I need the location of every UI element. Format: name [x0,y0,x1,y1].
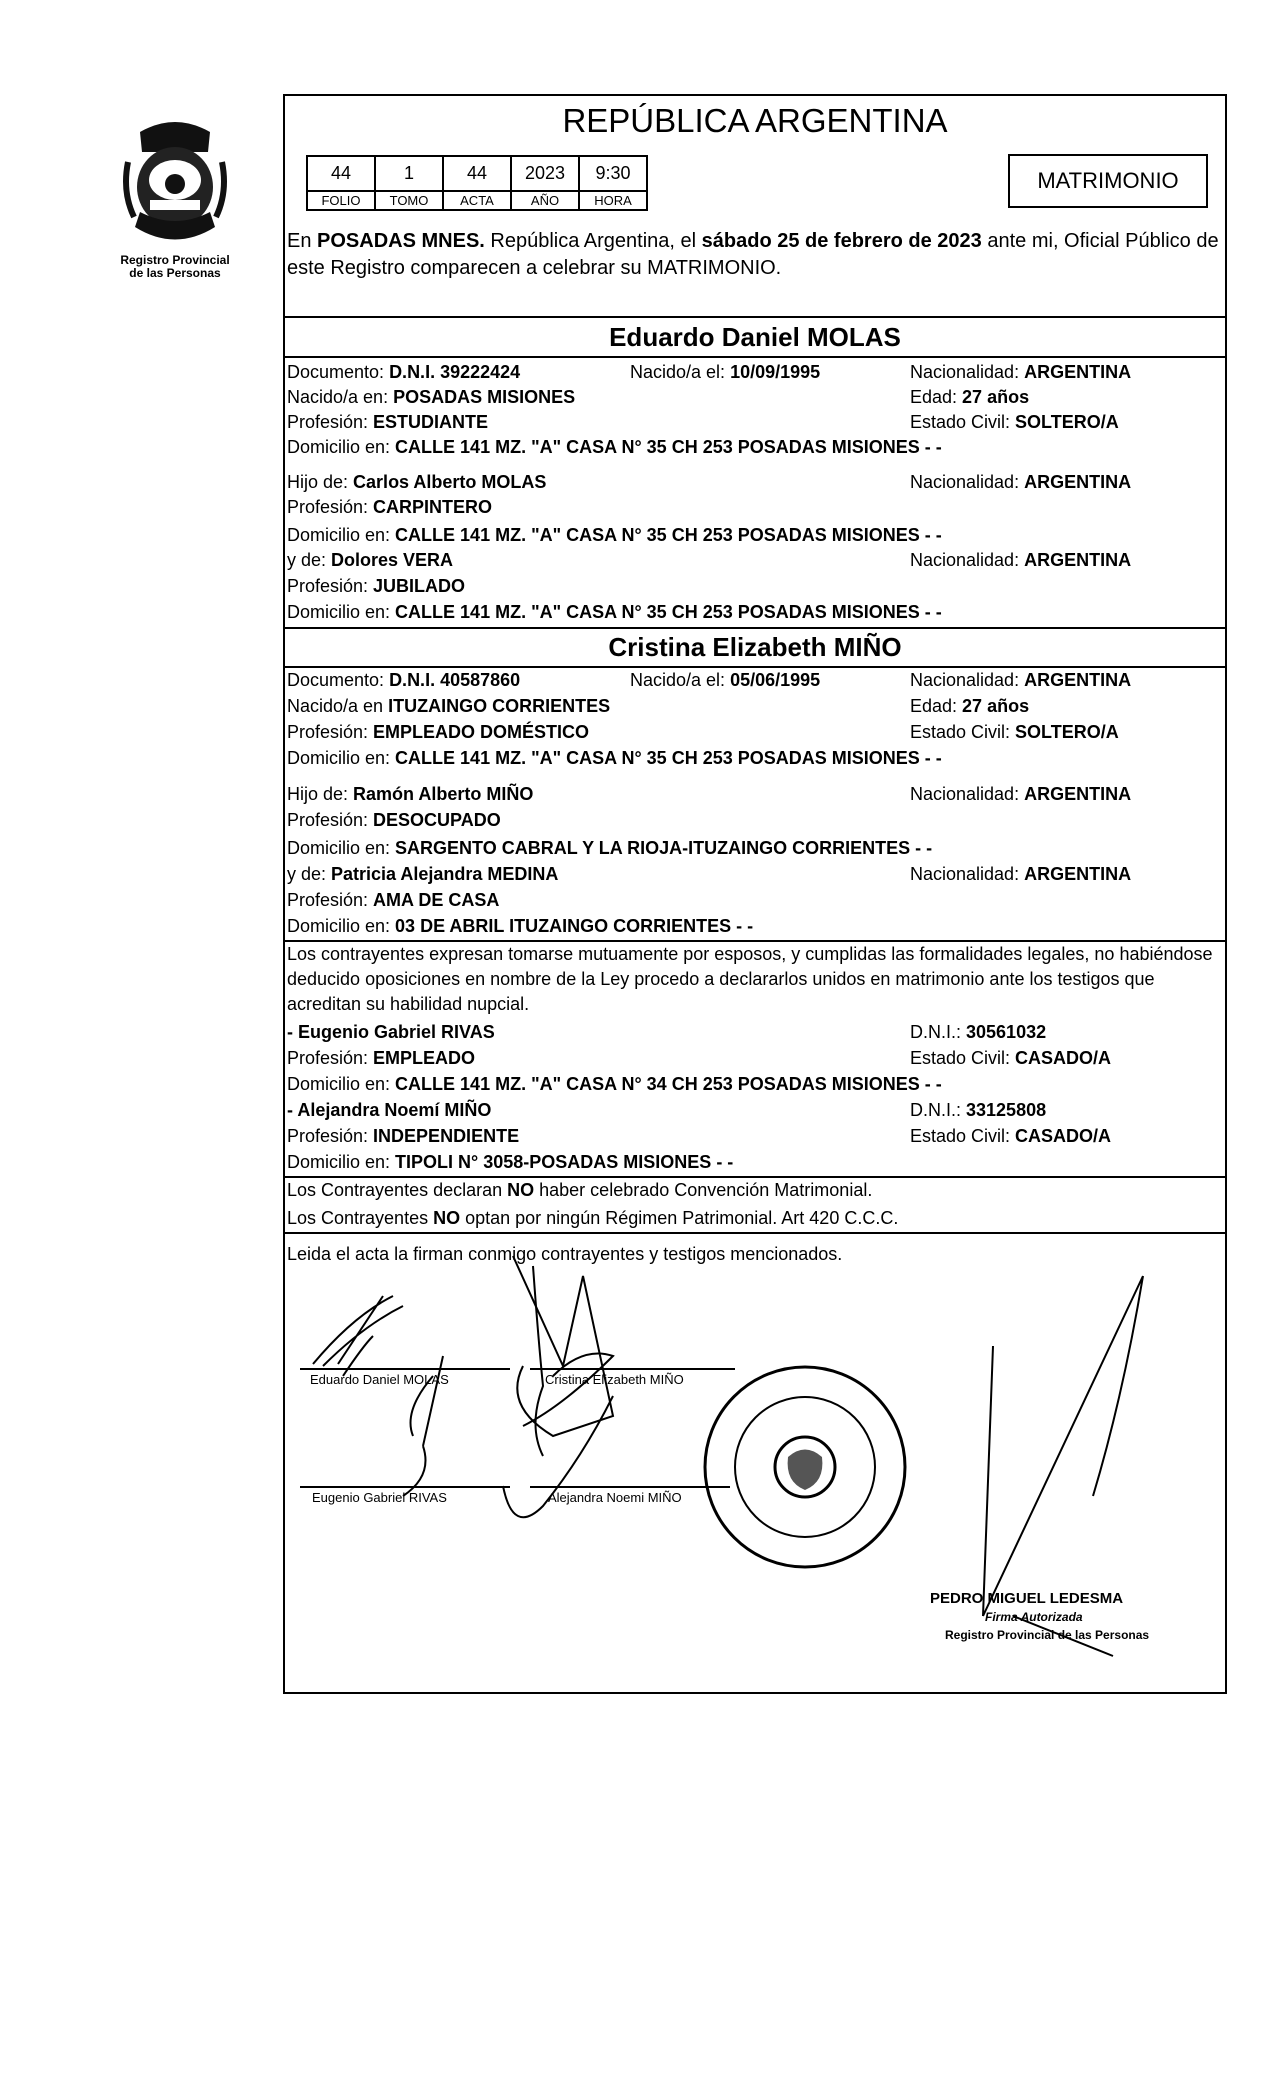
label: Profesión: [287,1048,374,1068]
witness2-profession: INDEPENDIENTE [373,1126,520,1146]
label: Nacido/a el: [630,362,731,382]
spouse1-dni: D.N.I. 39222424 [389,362,521,382]
folio-value: 44 [307,156,375,191]
spouse1-father-address: CALLE 141 MZ. "A" CASA N° 35 CH 253 POSADAS MISIONES - - [395,525,942,545]
intro-city: POSADAS MNES. [317,230,485,252]
label: y de: [287,864,332,884]
hora-value: 9:30 [579,156,647,191]
text: Los Contrayentes [287,1208,434,1228]
text: haber celebrado Convención Matrimonial. [534,1180,873,1200]
spouse1-father-name: Carlos Alberto MOLAS [353,472,547,492]
spouse2-profession: EMPLEADO DOMÉSTICO [373,722,590,742]
witness1-civil-status: CASADO/A [1015,1048,1112,1068]
text: NO [507,1180,535,1200]
spouse1-civil-row [910,410,1220,435]
spouse1-father-nationality: ARGENTINA [1024,472,1132,492]
spouse1-mother-nat-row [910,548,1220,573]
witness1-address: CALLE 141 MZ. "A" CASA N° 34 CH 253 POSADAS MISIONES - - [395,1074,942,1094]
witness1-addr-row [287,1072,1223,1097]
witness2-addr-row [287,1150,1223,1175]
spouse1-father-nat-row [910,470,1220,495]
label: Hijo de: [287,784,354,804]
divider [283,627,1227,629]
spouse1-mother-address: CALLE 141 MZ. "A" CASA N° 35 CH 253 POSADAS MISIONES - - [395,602,942,622]
label: Estado Civil: [910,1048,1016,1068]
anio-value: 2023 [511,156,579,191]
signature-label-spouse2: Cristina Elizabeth MIÑO [545,1372,684,1387]
intro-text-3: ante mi, Oficial Público de este Registro comparecen a celebrar su MATRIMONIO. [287,230,1219,279]
spouse1-age: 27 años [962,387,1030,407]
label: Estado Civil: [910,412,1016,432]
witness1-name: - Eugenio Gabriel RIVAS [287,1022,495,1042]
witness1-civil-row [910,1046,1220,1071]
spouse1-father-prof-row [287,495,1223,520]
spouse2-father-address: SARGENTO CABRAL Y LA RIOJA-ITUZAINGO CORRIENTES - - [395,838,933,858]
registry-table [306,155,648,211]
spouse2-addr-row [287,746,1223,771]
label: Estado Civil: [910,1126,1016,1146]
label: Nacionalidad: [910,784,1025,804]
label: Domicilio en: [287,748,396,768]
witness2-dni: 33125808 [966,1100,1047,1120]
signatures-intro: Leida el acta la firman conmigo contrayentes y testigos mencionados. [287,1244,843,1264]
spouse2-address: CALLE 141 MZ. "A" CASA N° 35 CH 253 POSADAS MISIONES - - [395,748,942,768]
spouse2-birthplace: ITUZAINGO CORRIENTES [388,696,611,716]
signature-label-spouse1: Eduardo Daniel MOLAS [310,1372,449,1387]
label: Nacido/a el: [630,670,731,690]
witness1-dni: 30561032 [966,1022,1047,1042]
label: Profesión: [287,890,374,910]
text: optan por ningún Régimen Patrimonial. Art 420 C.C.C. [460,1208,899,1228]
spouse2-mother-nat-row [910,862,1220,887]
official-office: Registro Provincial de las Personas [945,1628,1150,1642]
spouse1-father-addr-row [287,523,1223,548]
label: Nacionalidad: [910,472,1025,492]
label: Nacionalidad: [910,670,1025,690]
witness1-dni-row [910,1020,1220,1045]
label: Domicilio en: [287,916,396,936]
label: Estado Civil: [910,722,1016,742]
text: Los Contrayentes declaran [287,1180,508,1200]
label: Profesión: [287,722,374,742]
witness2-address: TIPOLI N° 3058-POSADAS MISIONES - - [395,1152,734,1172]
spouse2-mother-address: 03 DE ABRIL ITUZAINGO CORRIENTES - - [395,916,754,936]
spouse1-mother-prof-row [287,574,1223,599]
witness2-name: - Alejandra Noemí MIÑO [287,1100,492,1120]
label: Profesión: [287,412,374,432]
spouse1-name: Eduardo Daniel MOLAS [609,322,901,352]
spouse2-civil-status: SOLTERO/A [1015,722,1119,742]
spouse1-nationality: ARGENTINA [1024,362,1132,382]
intro-paragraph [287,228,1223,282]
witness2-dni-row [910,1098,1220,1123]
witness1-profession: EMPLEADO [373,1048,476,1068]
label: Documento: [287,670,390,690]
label: Domicilio en: [287,1152,396,1172]
declaration-paragraph: Los contrayentes expresan tomarse mutuamente por esposos, y cumplidas las formalidades legales, no habiéndose deducido oposiciones en nombre de la Ley procedo a declararlos unidos en matrimonio ante los testigos que acreditan su habilidad nupcial. [287,944,1213,1014]
registry-logo [100,112,250,280]
label: Nacionalidad: [910,550,1025,570]
spouse2-mother-name: Patricia Alejandra MEDINA [331,864,559,884]
document-type-box [1008,154,1208,208]
label: Profesión: [287,810,374,830]
label: D.N.I.: [910,1100,967,1120]
spouse1-mother-profession: JUBILADO [373,576,466,596]
label: Profesión: [287,576,374,596]
spouse1-born-row [630,360,900,385]
spouse2-dni: D.N.I. 40587860 [389,670,521,690]
registry-stamp-icon [700,1362,910,1572]
spouse2-civil-row [910,720,1220,745]
label: Domicilio en: [287,602,396,622]
spouse1-father-profession: CARPINTERO [373,497,493,517]
official-role: Firma Autorizada [985,1610,1083,1624]
spouse1-mother-addr-row [287,600,1223,625]
spouse2-mother-nationality: ARGENTINA [1024,864,1132,884]
spouse1-mother-nationality: ARGENTINA [1024,550,1132,570]
province-seal-icon [120,112,230,252]
label: Nacionalidad: [910,864,1025,884]
spouse2-father-nationality: ARGENTINA [1024,784,1132,804]
spouse1-nat-row [910,360,1220,385]
spouse2-father-prof-row [287,808,1223,833]
spouse2-nat-row [910,668,1220,693]
label: Nacido/a en [287,696,389,716]
witness2-civil-status: CASADO/A [1015,1126,1112,1146]
label: Edad: [910,696,963,716]
intro-text-2: República Argentina, el [484,230,702,252]
label: Nacido/a en: [287,387,394,407]
intro-text-1: En [287,230,318,252]
logo-caption-line1: Registro Provincial [120,253,230,267]
spouse2-father-name: Ramón Alberto MIÑO [353,784,534,804]
spouse2-age: 27 años [962,696,1030,716]
intro-date: sábado 25 de febrero de 2023 [701,230,982,252]
signature-label-witness2: Alejandra Noemi MIÑO [548,1490,682,1505]
text: NO [433,1208,461,1228]
spouse1-age-row [910,385,1220,410]
spouse1-address: CALLE 141 MZ. "A" CASA N° 35 CH 253 POSADAS MISIONES - - [395,437,942,457]
document-title: REPÚBLICA ARGENTINA [562,102,948,139]
acta-label: ACTA [443,191,511,210]
spouse2-age-row [910,694,1220,719]
divider [283,316,1227,318]
label: Profesión: [287,1126,374,1146]
spouse1-birthdate: 10/09/1995 [730,362,821,382]
spouse2-mother-addr-row [287,914,1223,939]
spouse1-birthplace: POSADAS MISIONES [393,387,576,407]
spouse2-father-nat-row [910,782,1220,807]
label: Hijo de: [287,472,354,492]
anio-label: AÑO [511,191,579,210]
label: Nacionalidad: [910,362,1025,382]
spouse2-father-addr-row [287,836,1223,861]
label: Domicilio en: [287,838,396,858]
label: Domicilio en: [287,1074,396,1094]
label: Edad: [910,387,963,407]
folio-label: FOLIO [307,191,375,210]
spouse2-born-row [630,668,900,693]
label: Profesión: [287,497,374,517]
spouse2-nationality: ARGENTINA [1024,670,1132,690]
divider [283,356,1227,358]
regime-line2 [287,1206,1223,1231]
signature-label-witness1: Eugenio Gabriel RIVAS [312,1490,447,1505]
spouse2-mother-prof-row [287,888,1223,913]
logo-caption-line2: de las Personas [129,266,221,280]
spouse2-father-profession: DESOCUPADO [373,810,501,830]
spouse2-name: Cristina Elizabeth MIÑO [608,632,902,662]
document-type: MATRIMONIO [1037,168,1179,193]
label: D.N.I.: [910,1022,967,1042]
regime-line1 [287,1178,1223,1203]
acta-value: 44 [443,156,511,191]
label: Documento: [287,362,390,382]
label: Domicilio en: [287,525,396,545]
spouse1-profession: ESTUDIANTE [373,412,489,432]
label: y de: [287,550,332,570]
label: Domicilio en: [287,437,396,457]
official-name: PEDRO MIGUEL LEDESMA [930,1590,1124,1607]
spouse1-mother-name: Dolores VERA [331,550,454,570]
tomo-value: 1 [375,156,443,191]
spouse2-mother-profession: AMA DE CASA [373,890,500,910]
witness2-civil-row [910,1124,1220,1149]
spouse1-civil-status: SOLTERO/A [1015,412,1119,432]
hora-label: HORA [579,191,647,210]
tomo-label: TOMO [375,191,443,210]
spouse2-birthdate: 05/06/1995 [730,670,821,690]
spouse1-addr-row [287,435,1223,460]
divider [283,1232,1227,1234]
